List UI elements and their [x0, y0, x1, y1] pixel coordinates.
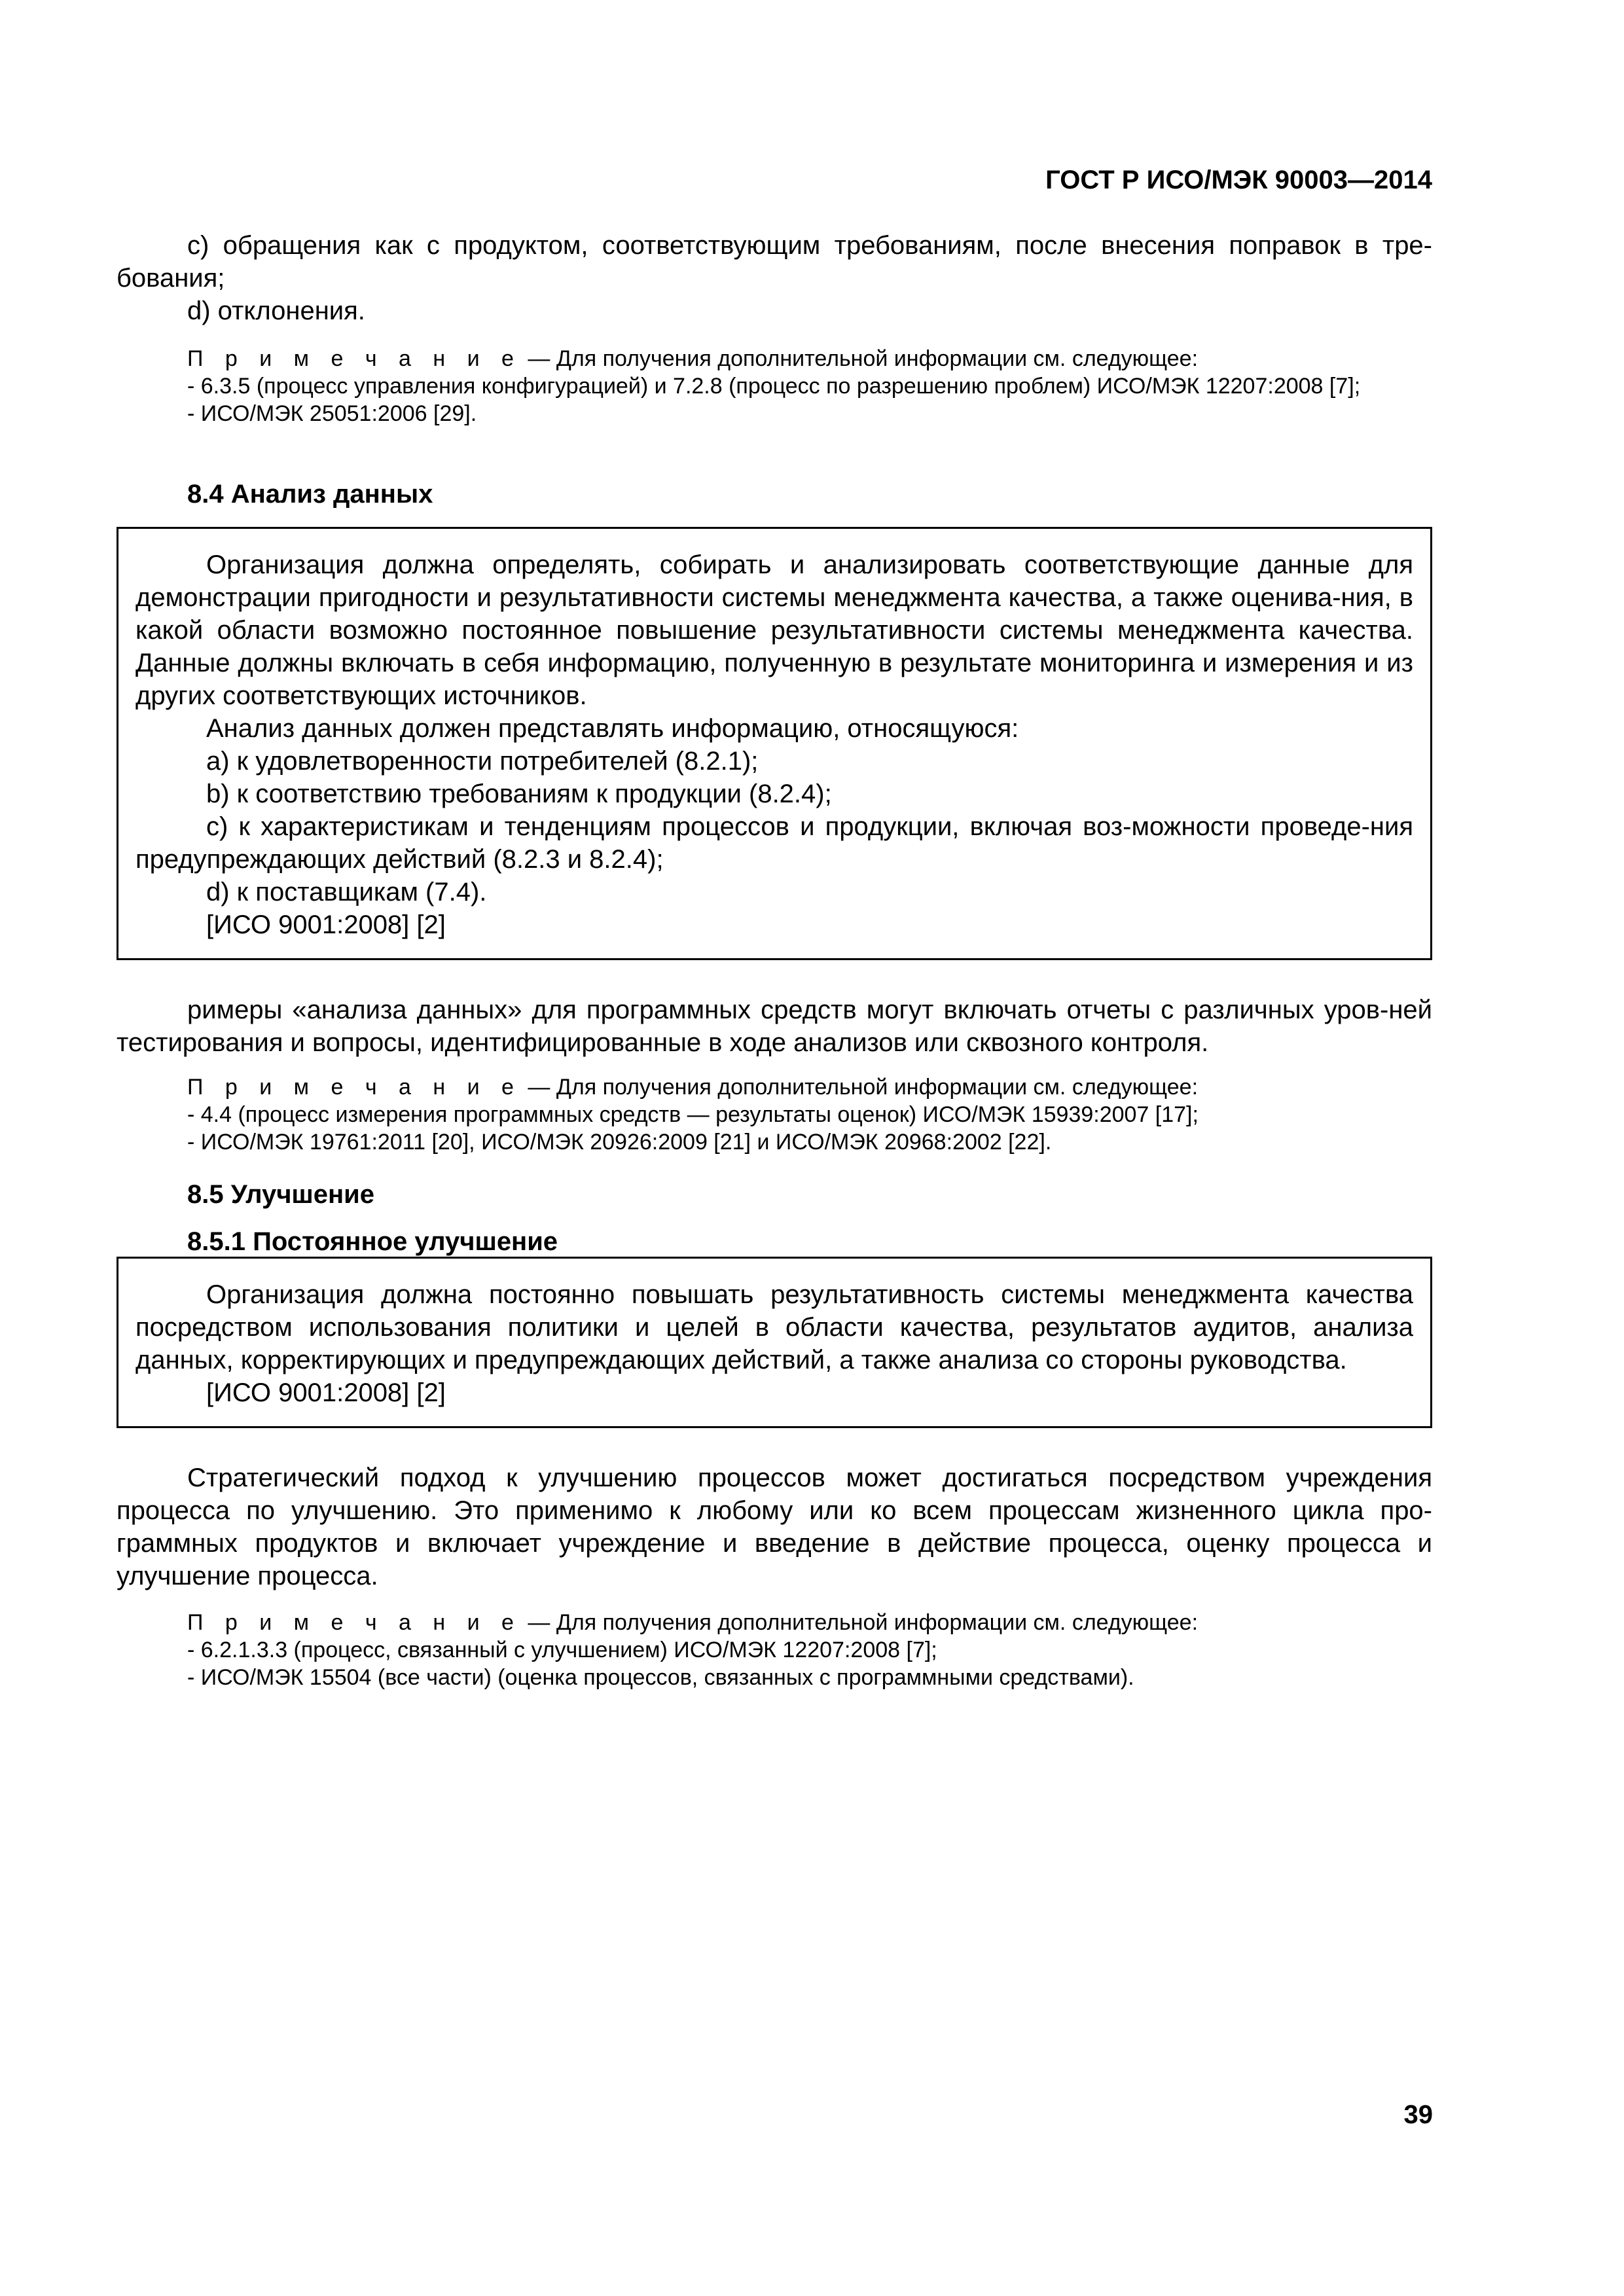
top-note [117, 345, 1432, 427]
document-header: ГОСТ Р ИСО/МЭК 90003—2014 [1045, 166, 1432, 194]
note-line: - ИСО/МЭК 19761:2011 [20], ИСО/МЭК 20926:2009 [21] и ИСО/МЭК 20968:2002 [22]. [187, 1130, 1052, 1155]
note-label: П р и м е ч а н и е [187, 1610, 522, 1635]
section-8-5-paragraph [117, 1462, 1432, 1592]
note-heading [117, 1609, 1432, 1636]
note-heading [117, 1073, 1432, 1101]
quote-paragraph: Организация должна определять, собирать и анализировать соответствующие данные для демонстрации пригодности и результативности системы менеджмента качества, а также оценива-ния, в какой области возможно постоянное повышение результативности системы менеджмента качества. Данные должны включать в себя информацию, полученную в результате мониторинга и измерения и из других соответствующих источников. [135, 550, 1413, 710]
note-line: - 6.2.1.3.3 (процесс, связанный с улучшением) ИСО/МЭК 12207:2008 [7]; [187, 1638, 937, 1662]
list-item-d: d) отклонения. [187, 296, 365, 325]
quote-list-item-c: c) к характеристикам и тенденциям процессов и продукции, включая воз-можности проведе-ния предупреждающих действий (8.2.3 и 8.2.4); [135, 812, 1413, 874]
note-line: - 6.3.5 (процесс управления конфигурацией) и 7.2.8 (процесс по разрешению проблем) ИСО/МЭК 12207:2008 [7]; [187, 374, 1361, 399]
note-line: - ИСО/МЭК 25051:2006 [29]. [187, 401, 477, 426]
note-heading [117, 345, 1432, 372]
section-heading-8-4: 8.4 Анализ данных [187, 480, 433, 509]
body-paragraph: римеры «анализа данных» для программных средств могут включать отчеты с различных уров-ней тестирования и вопросы, идентифицированные в ходе анализов или сквозного контроля. [117, 996, 1432, 1057]
section-8-4-paragraph [117, 994, 1432, 1059]
note-text: — Для получения дополнительной информации см. следующее: [521, 1075, 1199, 1100]
quote-paragraph: Анализ данных должен представлять информацию, относящуюся: [206, 714, 1019, 743]
quote-paragraph: Организация должна постоянно повышать результативность системы менеджмента качества посредством использования политики и целей в области качества, результатов аудитов, анализа данных, корректирующих и предупреждающих действий, а также анализа со стороны руководства. [135, 1280, 1413, 1374]
note-line: - ИСО/МЭК 15504 (все части) (оценка процессов, связанных с программными средствами). [187, 1665, 1134, 1690]
quote-box-8-4 [117, 527, 1432, 960]
section-8-4-note [117, 1073, 1432, 1156]
note-line: - 4.4 (процесс измерения программных средств — результаты оценок) ИСО/МЭК 15939:2007 [17]; [187, 1102, 1199, 1127]
note-label: П р и м е ч а н и е [187, 346, 522, 371]
quote-reference: [ИСО 9001:2008] [2] [206, 910, 446, 939]
section-heading-8-5: 8.5 Улучшение [187, 1180, 375, 1209]
quote-list-item-a: a) к удовлетворенности потребителей (8.2.1); [206, 747, 759, 776]
top-list [117, 229, 1432, 327]
quote-box-8-5-1 [117, 1257, 1432, 1428]
note-text: — Для получения дополнительной информации см. следующее: [521, 346, 1199, 371]
list-item-c: c) обращения как с продуктом, соответствующим требованиям, после внесения поправок в тре-бования; [117, 231, 1432, 293]
body-paragraph: Стратегический подход к улучшению процессов может достигаться посредством учреждения процесса по улучшению. Это применимо к любому или ко всем процессам жизненного цикла про-граммных продуктов и включает учреждение и введение в действие процесса, оценку процесса и улучшение процесса. [117, 1463, 1432, 1590]
quote-list-item-b: b) к соответствию требованиям к продукции (8.2.4); [206, 780, 832, 808]
quote-list-item-d: d) к поставщикам (7.4). [206, 878, 487, 906]
quote-reference: [ИСО 9001:2008] [2] [206, 1378, 446, 1407]
note-text: — Для получения дополнительной информации см. следующее: [521, 1610, 1199, 1635]
note-label: П р и м е ч а н и е [187, 1075, 522, 1100]
section-8-5-note [117, 1609, 1432, 1691]
page-number: 39 [1403, 2100, 1433, 2129]
section-heading-8-5-1: 8.5.1 Постоянное улучшение [187, 1227, 558, 1256]
